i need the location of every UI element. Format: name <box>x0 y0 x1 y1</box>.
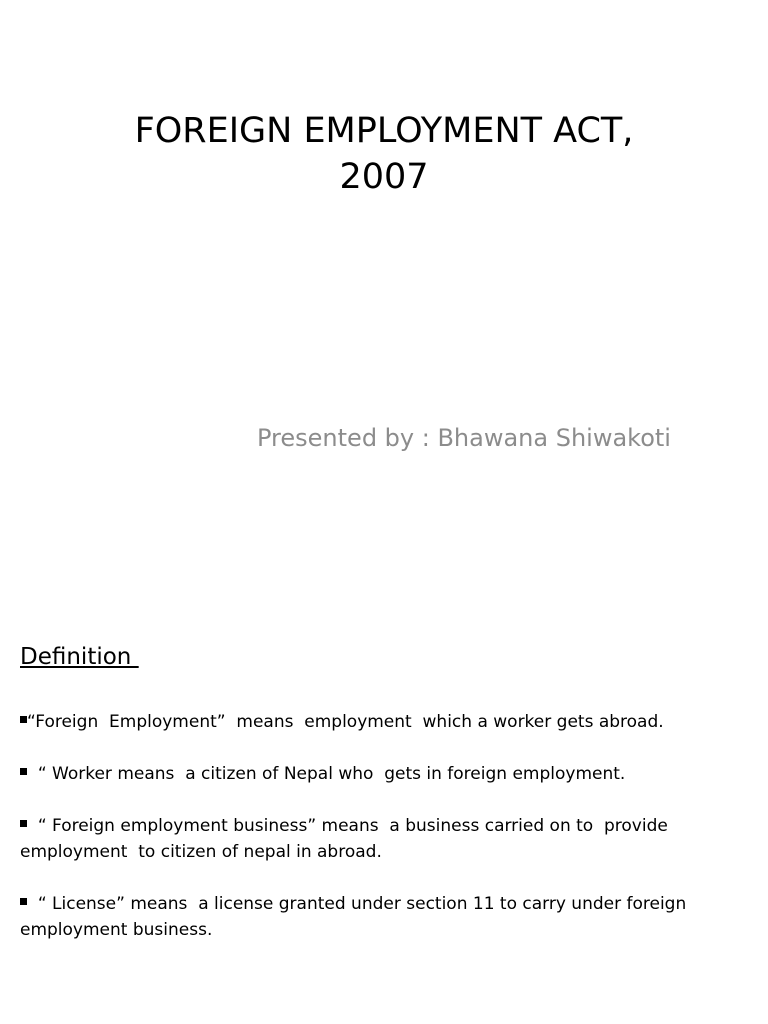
square-bullet-icon <box>20 716 27 723</box>
definition-spacer <box>27 816 38 836</box>
title-line-2: 2007 <box>339 157 429 197</box>
slide-title <box>0 108 768 200</box>
definition-spacer <box>27 894 38 914</box>
definition-text: “Foreign Employment” means employment which a worker gets abroad. <box>27 712 664 732</box>
definition-item-business <box>20 813 710 865</box>
definition-item-foreign-employment <box>20 709 710 735</box>
definition-heading: Definition <box>20 644 139 670</box>
square-bullet-icon <box>20 768 27 775</box>
definition-item-worker <box>20 761 710 787</box>
definition-list <box>20 709 710 943</box>
definition-text: “ Foreign employment business” means a business carried on to provide employment to citizen of nepal in abroad. <box>20 816 674 862</box>
presenter-name: Presented by : Bhawana Shiwakoti <box>257 424 671 452</box>
definition-spacer <box>27 764 38 784</box>
title-line-1: FOREIGN EMPLOYMENT ACT, <box>134 111 634 151</box>
definition-text: “ Worker means a citizen of Nepal who gets in foreign employment. <box>37 764 626 784</box>
square-bullet-icon <box>20 898 27 905</box>
definition-text: “ License” means a license granted under section 11 to carry under foreign employment business. <box>20 894 692 940</box>
definition-item-license <box>20 891 710 943</box>
square-bullet-icon <box>20 820 27 827</box>
